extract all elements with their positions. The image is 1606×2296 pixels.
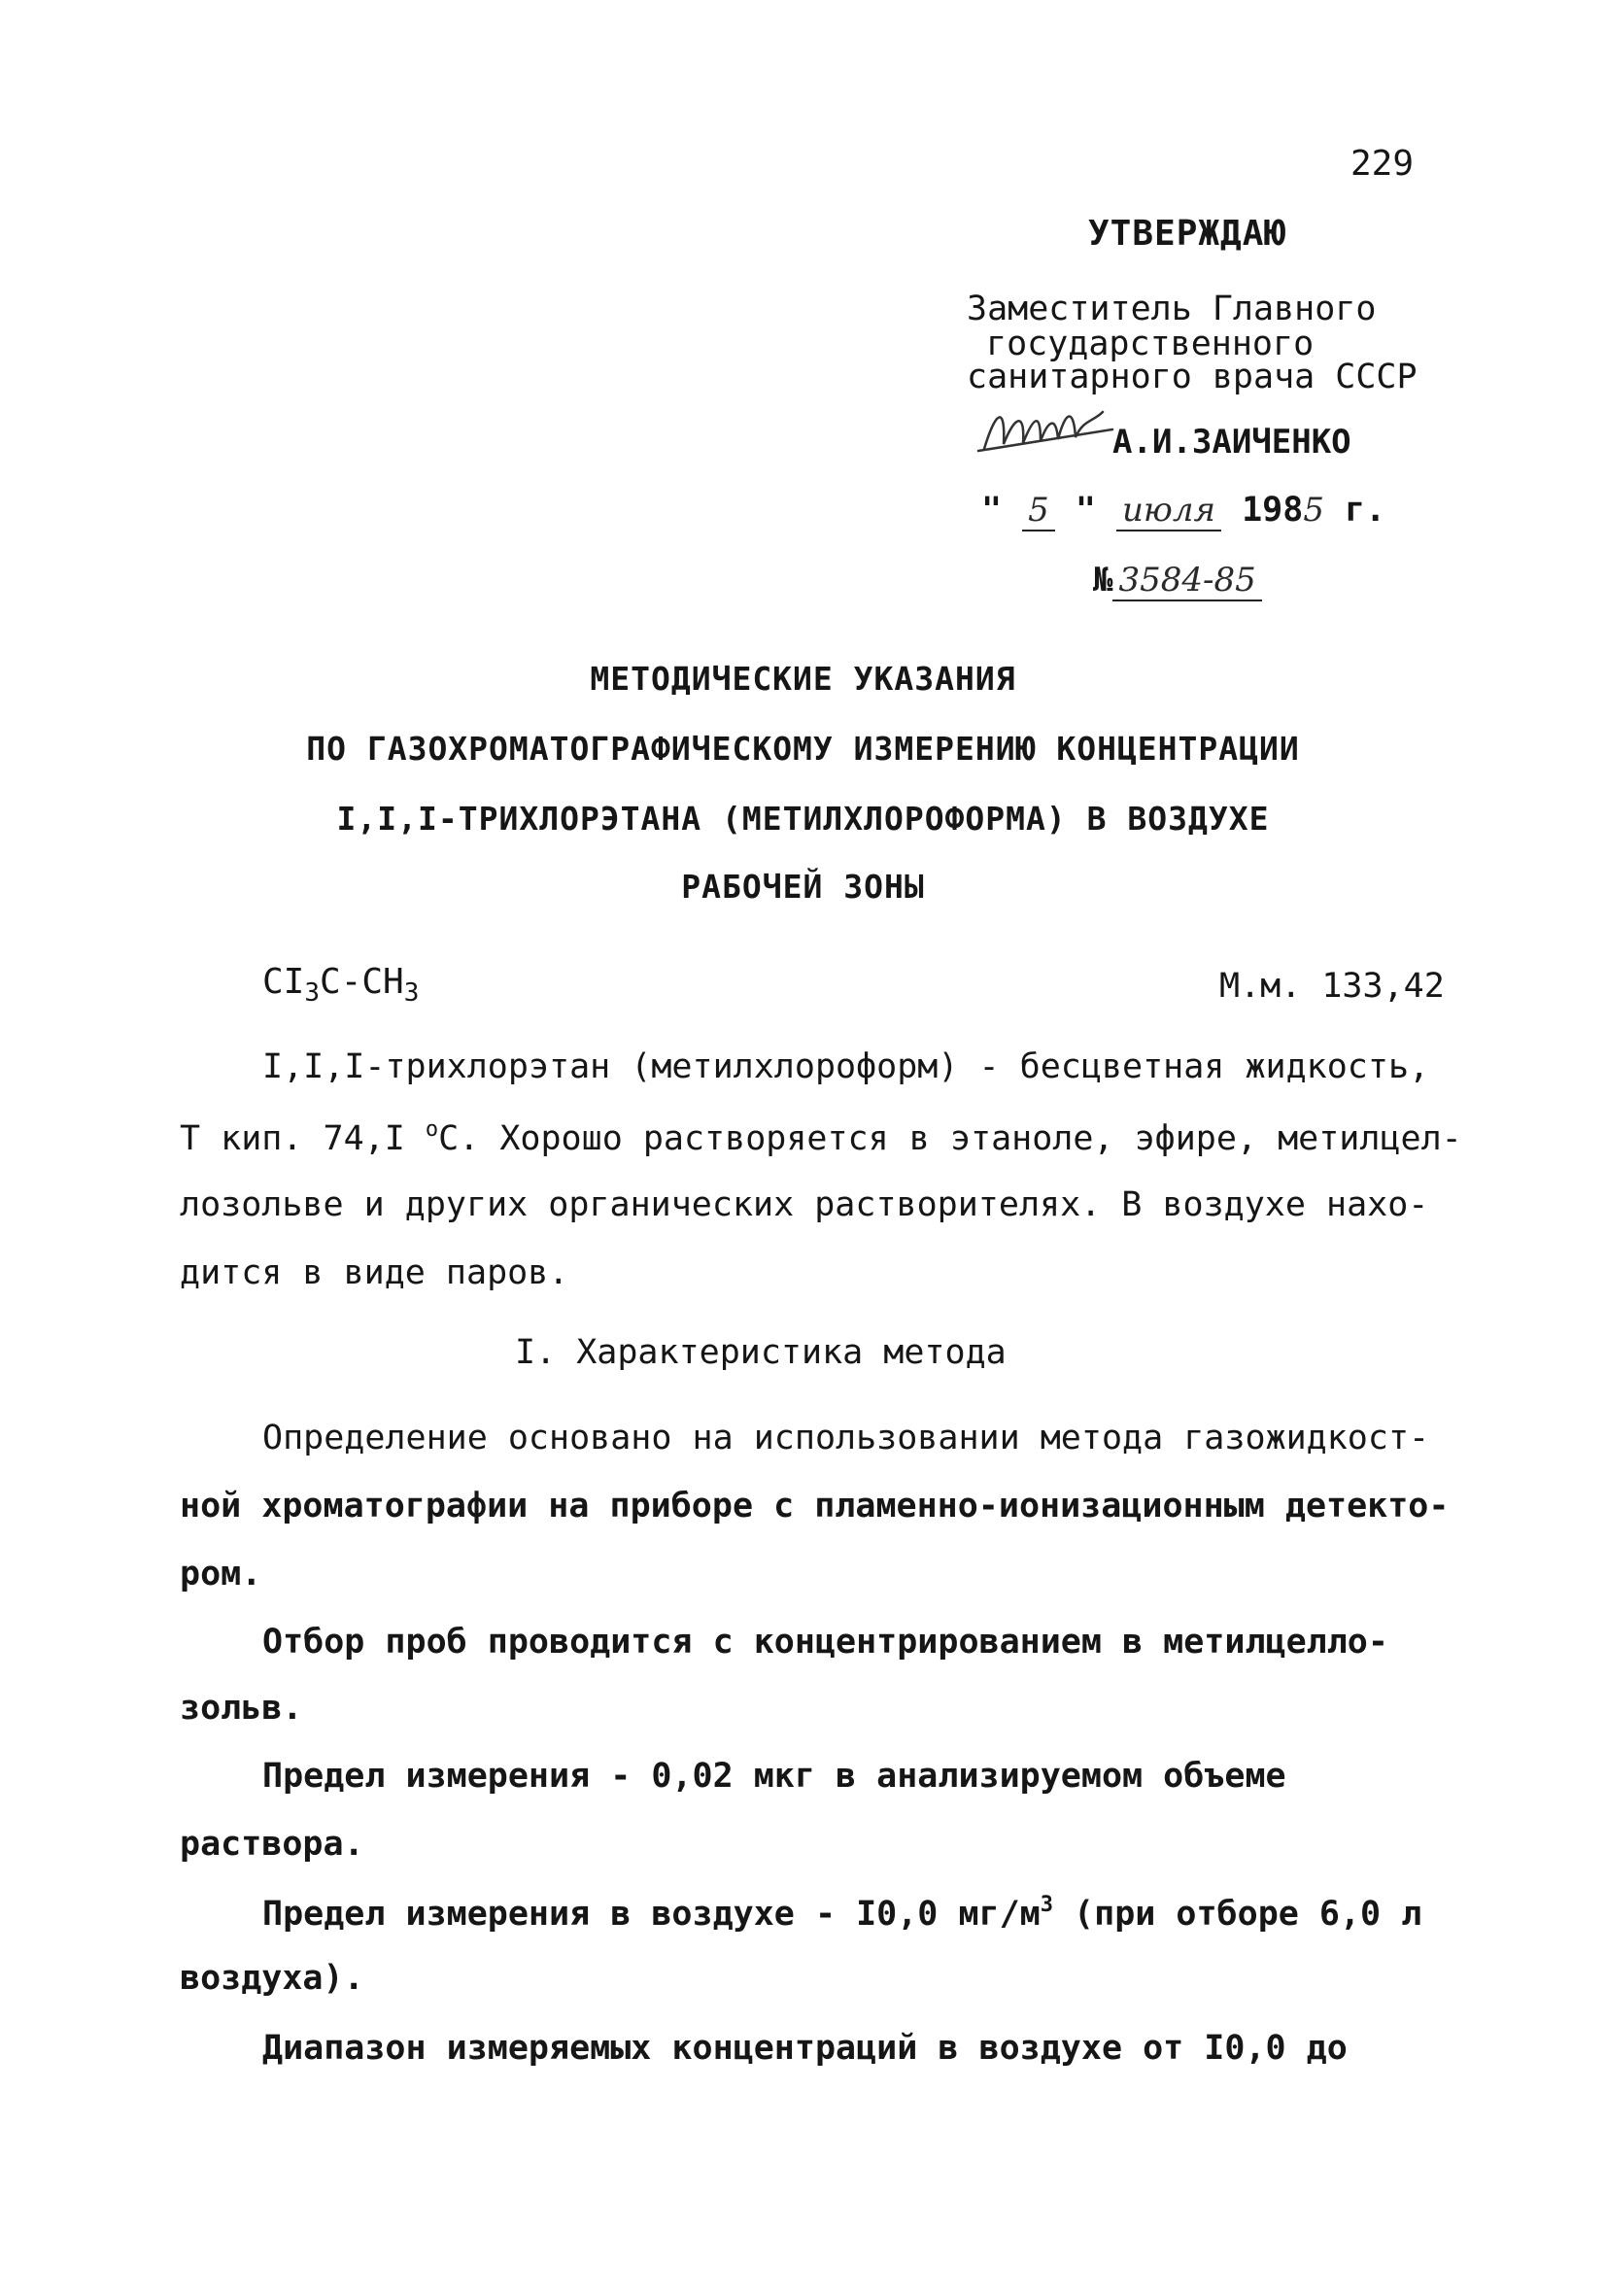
paragraph-1-line-3: ром. (180, 1555, 262, 1593)
formula-subscript-1: 3 (304, 978, 321, 1009)
paragraph-4-part-a: Предел измерения в воздухе - I0,0 мг/м (262, 1895, 1041, 1934)
date-year-prefix: 198 (1242, 491, 1304, 530)
approval-title: УТВЕРЖДАЮ (1088, 214, 1287, 254)
paragraph-1-line-1: Определение основано на использовании метода газожидкост- (262, 1419, 1430, 1457)
paragraph-4-part-b: (при отборе 6,0 л (1052, 1895, 1422, 1934)
date-day: 5 (1022, 492, 1055, 531)
approver-position-line-3: санитарного врача СССР (967, 358, 1418, 396)
molecular-mass: М.м. 133,42 (1219, 967, 1445, 1006)
approval-date (981, 491, 1385, 531)
page-number: 229 (1350, 144, 1415, 184)
date-year-suffix: г. (1345, 491, 1386, 530)
intro-line-4: дится в виде паров. (180, 1253, 569, 1292)
paragraph-4-line-2: воздуха). (180, 1959, 364, 1998)
title-line-2: ПО ГАЗОХРОМАТОГРАФИЧЕСКОМУ ИЗМЕРЕНИЮ КОНЦЕНТРАЦИИ (306, 730, 1300, 768)
paragraph-2-line-1: Отбор проб проводится с концентрированием в метилцелло- (262, 1623, 1388, 1662)
reg-prefix: № (1093, 561, 1113, 600)
formula-part-1: CI (262, 962, 305, 1002)
chemical-formula (262, 962, 419, 1009)
intro-line-2 (180, 1117, 1462, 1158)
date-open-quote: " (981, 491, 1003, 530)
approver-position-line-2: государственного (986, 325, 1315, 363)
section-heading: I. Характеристика метода (515, 1333, 1007, 1372)
paragraph-3-line-2: раствора. (180, 1825, 364, 1864)
title-line-4: РАБОЧЕЙ ЗОНЫ (681, 868, 925, 906)
formula-subscript-2: 3 (403, 978, 420, 1009)
date-close-quote: " (1075, 491, 1096, 530)
intro-line-2-part-a: Т кип. 74,I (180, 1119, 426, 1158)
reg-number: 3584-85 (1112, 562, 1261, 601)
intro-line-3: лозольве и других органических растворителях. В воздухе нахо- (180, 1185, 1429, 1224)
handwritten-signature (976, 400, 1122, 459)
registration-number (1093, 562, 1262, 601)
paragraph-5-line-1: Диапазон измеряемых концентраций в воздухе от I0,0 до (262, 2029, 1348, 2068)
approver-name: А.И.ЗАИЧЕНКО (1112, 423, 1351, 462)
degree-superscript: o (425, 1117, 439, 1142)
date-year-digit: 5 (1303, 491, 1324, 530)
paragraph-2-line-2: зольв. (180, 1689, 303, 1728)
intro-line-2-part-b: С. Хорошо растворяется в этаноле, эфире, метилцел- (438, 1119, 1462, 1158)
paragraph-1-line-2: ной хроматографии на приборе с пламенно-ионизационным детекто- (180, 1487, 1450, 1525)
intro-line-1: I,I,I-трихлорэтан (метилхлороформ) - бесцветная жидкость, (262, 1047, 1430, 1086)
approver-position-line-1: Заместитель Главного (967, 290, 1377, 328)
title-line-3: I,I,I-ТРИХЛОРЭТАНА (МЕТИЛХЛОРОФОРМА) В ВОЗДУХЕ (336, 800, 1270, 838)
paragraph-4-line-1 (262, 1893, 1421, 1934)
date-month: июля (1116, 492, 1221, 531)
cubic-superscript: 3 (1040, 1893, 1053, 1917)
title-line-1: МЕТОДИЧЕСКИЕ УКАЗАНИЯ (590, 660, 1016, 698)
paragraph-3-line-1: Предел измерения - 0,02 мкг в анализируемом объеме (262, 1757, 1286, 1796)
formula-part-2: C-CH (320, 962, 404, 1002)
